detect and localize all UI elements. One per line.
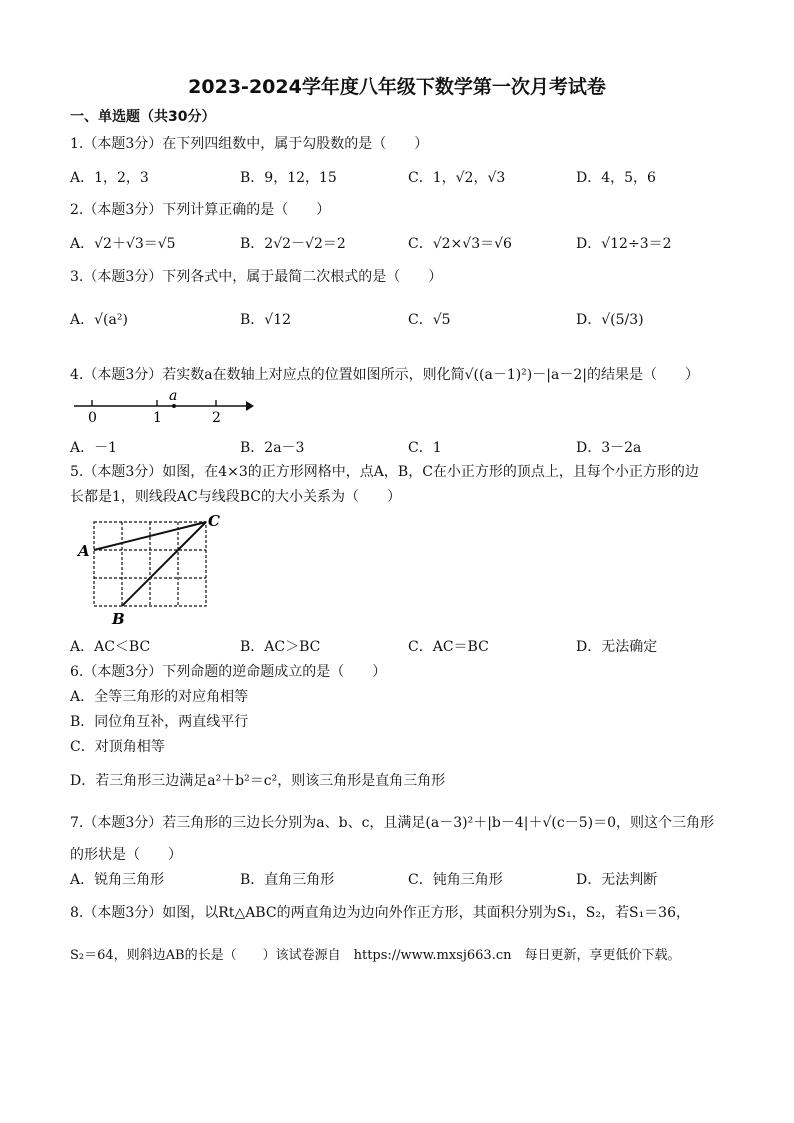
question-2-stem: 2.（本题3分）下列计算正确的是（ ） bbox=[70, 202, 331, 218]
question-8-stem-line2: S₂＝64，则斜边AB的长是（ ）该试卷源自 https://www.mxsj663.cn 每日更新，享更低价下载。 bbox=[70, 948, 681, 963]
q3-option-d[interactable]: D．√(5/3) bbox=[576, 312, 644, 328]
question-3-stem: 3.（本题3分）下列各式中，属于最简二次根式的是（ ） bbox=[70, 269, 443, 285]
question-4-stem bbox=[70, 364, 699, 384]
q2-option-b[interactable]: B．2√2－√2＝2 bbox=[240, 236, 346, 252]
q5-option-b[interactable]: B．AC＞BC bbox=[240, 639, 321, 655]
q4-option-b[interactable]: B．2a－3 bbox=[240, 440, 305, 456]
grid-figure bbox=[70, 510, 230, 630]
point-a-label: a bbox=[169, 388, 178, 404]
q4-option-a[interactable]: A．－1 bbox=[70, 440, 118, 456]
q7-option-a[interactable]: A．锐角三角形 bbox=[70, 872, 165, 888]
q2-option-a[interactable]: A．√2＋√3＝√5 bbox=[70, 236, 176, 252]
q7-option-c[interactable]: C．钝角三角形 bbox=[408, 872, 503, 888]
q4-stem-post: 的结果是（ ） bbox=[586, 367, 699, 383]
q3-option-b[interactable]: B．√12 bbox=[240, 312, 292, 328]
question-1-stem: 1.（本题3分）在下列四组数中，属于勾股数的是（ ） bbox=[70, 136, 429, 152]
q3-option-a[interactable]: A．√(a²) bbox=[70, 312, 128, 328]
q7-option-d[interactable]: D．无法判断 bbox=[576, 872, 658, 888]
segment-ac bbox=[94, 522, 206, 550]
q6-option-b[interactable]: B．同位角互补，两直线平行 bbox=[70, 714, 249, 730]
grid-lines bbox=[94, 522, 206, 606]
question-6-stem: 6.（本题3分）下列命题的逆命题成立的是（ ） bbox=[70, 664, 387, 680]
number-line-arrow bbox=[246, 401, 254, 411]
q6-option-c[interactable]: C．对顶角相等 bbox=[70, 739, 165, 755]
q1-option-c[interactable]: C．1，√2，√3 bbox=[408, 170, 506, 186]
q5-option-c[interactable]: C．AC＝BC bbox=[408, 639, 489, 655]
question-7-stem-line2: 的形状是（ ） bbox=[70, 847, 182, 863]
q1-option-d[interactable]: D．4，5，6 bbox=[576, 170, 656, 186]
q4-stem-pre: 4.（本题3分）若实数a在数轴上对应点的位置如图所示，则化简 bbox=[70, 367, 465, 383]
q1-option-a[interactable]: A．1，2，3 bbox=[70, 170, 149, 186]
point-c-label: C bbox=[208, 512, 220, 530]
number-line-figure bbox=[70, 386, 255, 426]
q6-option-d[interactable]: D．若三角形三边满足a²＋b²＝c²，则该三角形是直角三角形 bbox=[70, 773, 446, 789]
point-a bbox=[172, 404, 176, 408]
page-title: 2023-2024学年度八年级下数学第一次月考试卷 bbox=[188, 76, 606, 98]
q4-stem-expr: √((a－1)²)－|a－2| bbox=[464, 367, 587, 383]
q4-option-d[interactable]: D．3－2a bbox=[576, 440, 642, 456]
section-heading: 一、单选题（共30分） bbox=[70, 109, 216, 125]
tick-label-1: 1 bbox=[153, 410, 162, 426]
tick-label-2: 2 bbox=[212, 410, 221, 426]
q2-option-c[interactable]: C．√2×√3＝√6 bbox=[408, 236, 512, 252]
segment-bc bbox=[122, 522, 206, 606]
question-7-stem-line1: 7.（本题3分）若三角形的三边长分别为a、b、c，且满足(a－3)²＋|b－4|＋√(c－5)＝0，则这个三角形 bbox=[70, 815, 715, 831]
q2-option-d[interactable]: D．√12÷3＝2 bbox=[576, 236, 672, 252]
q5-option-d[interactable]: D．无法确定 bbox=[576, 639, 658, 655]
q7-option-b[interactable]: B．直角三角形 bbox=[240, 872, 335, 888]
q6-option-a[interactable]: A．全等三角形的对应角相等 bbox=[70, 689, 249, 705]
question-5-stem-line1: 5.（本题3分）如图，在4×3的正方形网格中，点A，B，C在小正方形的顶点上，且每个小正方形的边 bbox=[70, 464, 699, 480]
q1-option-b[interactable]: B．9，12，15 bbox=[240, 170, 337, 186]
question-5-stem-line2: 长都是1，则线段AC与线段BC的大小关系为（ ） bbox=[70, 489, 401, 505]
point-a-label: A bbox=[78, 542, 90, 560]
point-b-label: B bbox=[112, 610, 125, 628]
q5-option-a[interactable]: A．AC＜BC bbox=[70, 639, 151, 655]
question-8-stem-line1: 8.（本题3分）如图，以Rt△ABC的两直角边为边向外作正方形，其面积分别为S₁，S₂，若S₁＝36， bbox=[70, 905, 690, 921]
tick-label-0: 0 bbox=[88, 410, 97, 426]
q3-option-c[interactable]: C．√5 bbox=[408, 312, 451, 328]
q4-option-c[interactable]: C．1 bbox=[408, 440, 442, 456]
